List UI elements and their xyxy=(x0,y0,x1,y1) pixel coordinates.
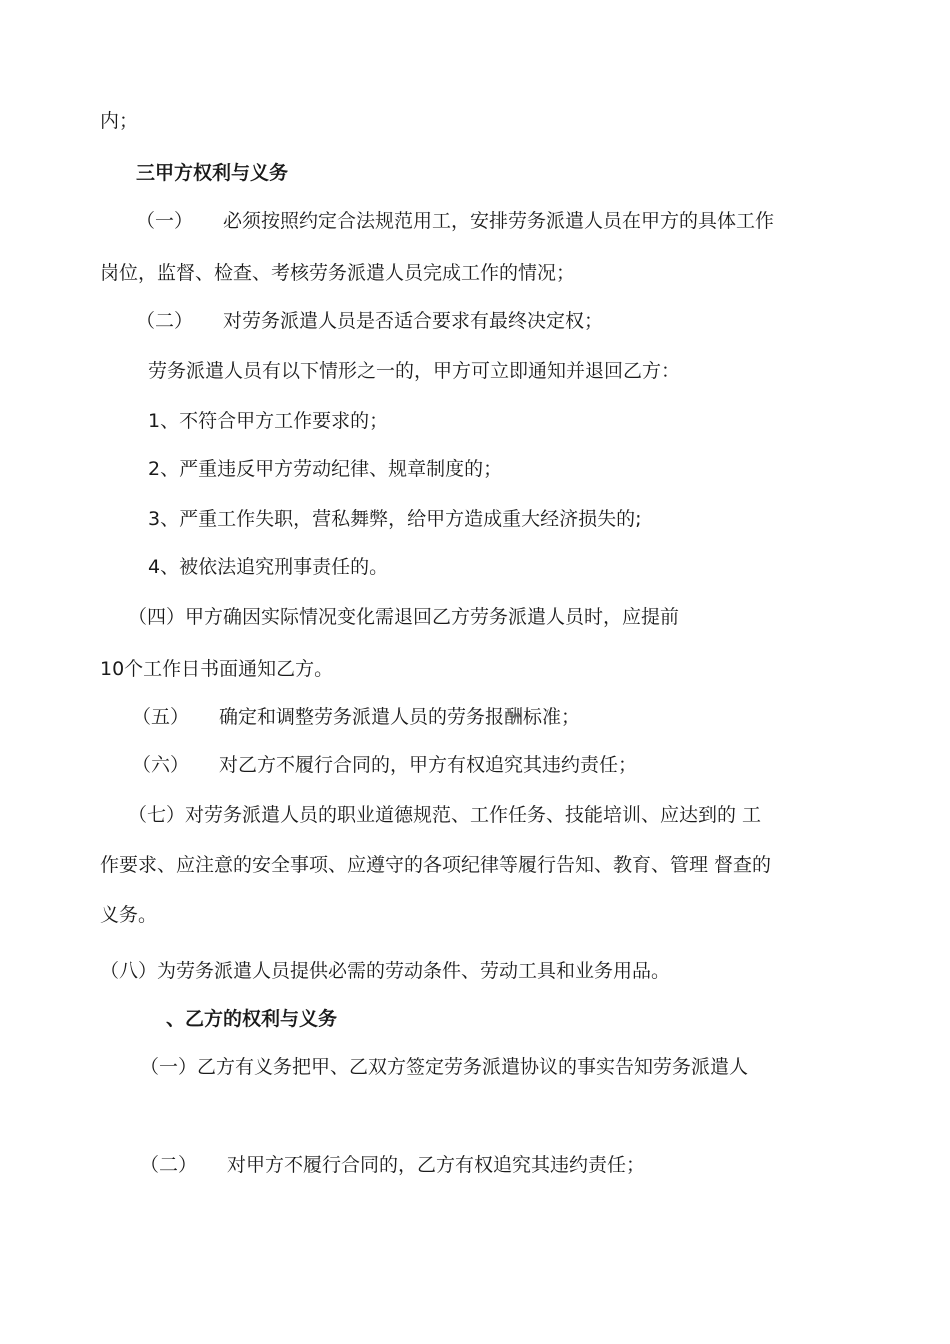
clause-text: 对劳务派遣人员是否适合要求有最终决定权； xyxy=(223,310,604,332)
list-item: 1、不符合甲方工作要求的； xyxy=(148,410,389,432)
clause-item: （八）为劳务派遣人员提供必需的劳动条件、劳动工具和业务用品。 xyxy=(100,960,671,982)
clause-item xyxy=(136,308,603,334)
clause-text: 对乙方不履行合同的，甲方有权追究其违约责任； xyxy=(219,754,638,776)
text-line: 内； xyxy=(100,110,139,132)
clause-text: 对甲方不履行合同的，乙方有权追究其违约责任； xyxy=(227,1154,646,1176)
clause-number: （五） xyxy=(132,706,190,728)
text-line: 岗位，监督、检查、考核劳务派遣人员完成工作的情况； xyxy=(100,262,576,284)
clause-item xyxy=(132,704,580,730)
clause-item xyxy=(140,1152,645,1178)
text-line: 劳务派遣人员有以下情形之一的，甲方可立即通知并退回乙方： xyxy=(148,360,681,382)
list-item: 2、严重违反甲方劳动纪律、规章制度的； xyxy=(148,458,503,480)
section-heading-party-a: 三甲方权利与义务 xyxy=(136,162,289,184)
text-line: 义务。 xyxy=(100,904,158,926)
clause-item xyxy=(132,752,637,778)
list-item: 3、严重工作失职，营私舞弊，给甲方造成重大经济损失的; xyxy=(148,508,642,530)
clause-item: （四）甲方确因实际情况变化需退回乙方劳务派遣人员时，应提前 xyxy=(128,606,680,628)
clause-number: （一） xyxy=(136,210,194,232)
section-heading-party-b: 、乙方的权利与义务 xyxy=(166,1008,338,1030)
clause-number: （二） xyxy=(140,1154,198,1176)
text-line: 10个工作日书面通知乙方。 xyxy=(100,658,334,680)
clause-number: （六） xyxy=(132,754,190,776)
clause-text: 必须按照约定合法规范用工，安排劳务派遣人员在甲方的具体工作 xyxy=(223,210,775,232)
clause-number: （二） xyxy=(136,310,194,332)
clause-item: （七）对劳务派遣人员的职业道德规范、工作任务、技能培训、应达到的 工 xyxy=(128,804,762,826)
list-item: 4、被依法追究刑事责任的。 xyxy=(148,556,389,578)
clause-text: 确定和调整劳务派遣人员的劳务报酬标准； xyxy=(219,706,581,728)
text-line: 作要求、应注意的安全事项、应遵守的各项纪律等履行告知、教育、管理 督查的 xyxy=(100,854,772,876)
clause-item xyxy=(136,208,774,234)
clause-item: （一）乙方有义务把甲、乙双方签定劳务派遣协议的事实告知劳务派遣人 xyxy=(140,1056,749,1078)
